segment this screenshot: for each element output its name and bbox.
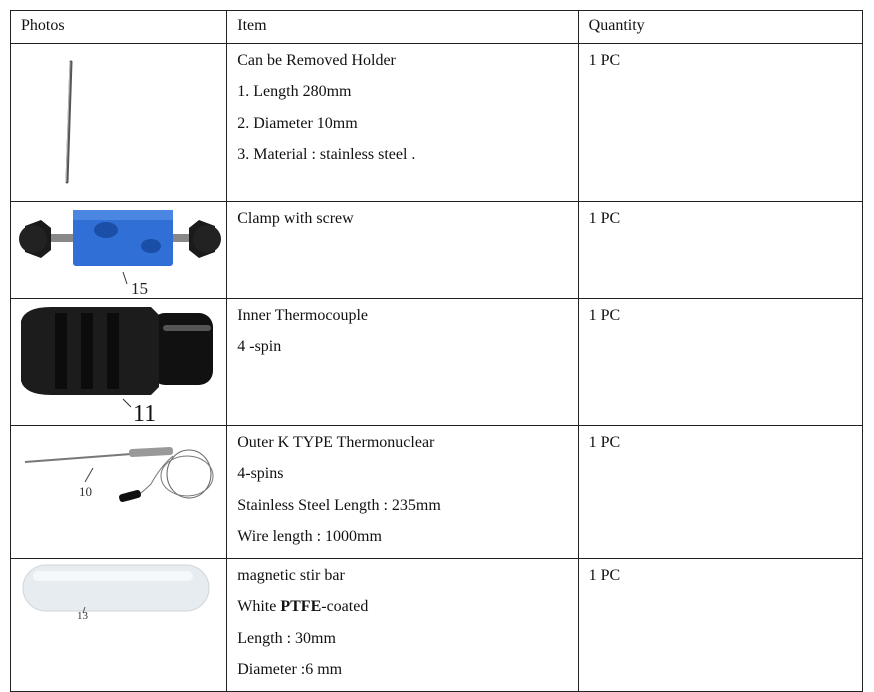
k-type-probe-photo xyxy=(11,426,227,552)
item-line: 2. Diameter 10mm xyxy=(237,114,358,132)
table-row xyxy=(11,44,863,202)
photo-cell xyxy=(11,44,227,202)
item-line: Wire length : 1000mm xyxy=(237,527,382,545)
item-line: Length : 30mm xyxy=(237,629,336,647)
photo-cell xyxy=(11,202,227,299)
item-line: 4-spins xyxy=(237,465,284,483)
quantity-cell: 1 PC xyxy=(578,426,862,559)
table-row xyxy=(11,299,863,426)
photo-cell xyxy=(11,299,227,426)
item-line: Can be Removed Holder xyxy=(237,52,396,69)
item-cell xyxy=(227,44,578,202)
photo-cell xyxy=(11,426,227,559)
item-line: Inner Thermocouple xyxy=(237,307,369,324)
stir-bar-photo xyxy=(11,559,227,685)
item-cell xyxy=(227,426,578,559)
photo-number: 11 xyxy=(133,401,157,425)
table-row xyxy=(11,202,863,299)
item-line: Clamp with screw xyxy=(237,210,354,227)
item-line: Outer K TYPE Thermonuclear xyxy=(237,434,435,451)
header-quantity: Quantity xyxy=(578,11,862,44)
photo-number: 15 xyxy=(131,279,148,298)
table-row xyxy=(11,559,863,692)
item-line: 4 -spin xyxy=(237,338,282,356)
item-line: Stainless Steel Length : 235mm xyxy=(237,496,441,514)
parts-table xyxy=(10,10,863,692)
table-header-row xyxy=(11,11,863,44)
header-photos: Photos xyxy=(11,11,227,44)
item-line: Diameter :6 mm xyxy=(237,661,343,679)
quantity-cell: 1 PC xyxy=(578,44,862,202)
steel-rod-photo xyxy=(11,44,227,201)
item-line: 1. Length 280mm xyxy=(237,83,352,101)
table-row xyxy=(11,426,863,559)
photo-number: 13 xyxy=(77,610,88,623)
item-cell xyxy=(227,559,578,692)
photo-cell xyxy=(11,559,227,692)
item-line: magnetic stir bar xyxy=(237,567,345,585)
item-cell xyxy=(227,299,578,426)
quantity-cell: 1 PC xyxy=(578,299,862,426)
quantity-cell: 1 PC xyxy=(578,559,862,692)
item-cell xyxy=(227,202,578,299)
quantity-cell: 1 PC xyxy=(578,202,862,299)
item-line: White PTFE-coated xyxy=(237,598,369,616)
header-item: Item xyxy=(227,11,578,44)
photo-number: 10 xyxy=(79,484,92,499)
thermocouple-photo xyxy=(11,299,227,425)
clamp-photo xyxy=(11,202,227,298)
item-line: 3. Material : stainless steel . xyxy=(237,145,416,163)
